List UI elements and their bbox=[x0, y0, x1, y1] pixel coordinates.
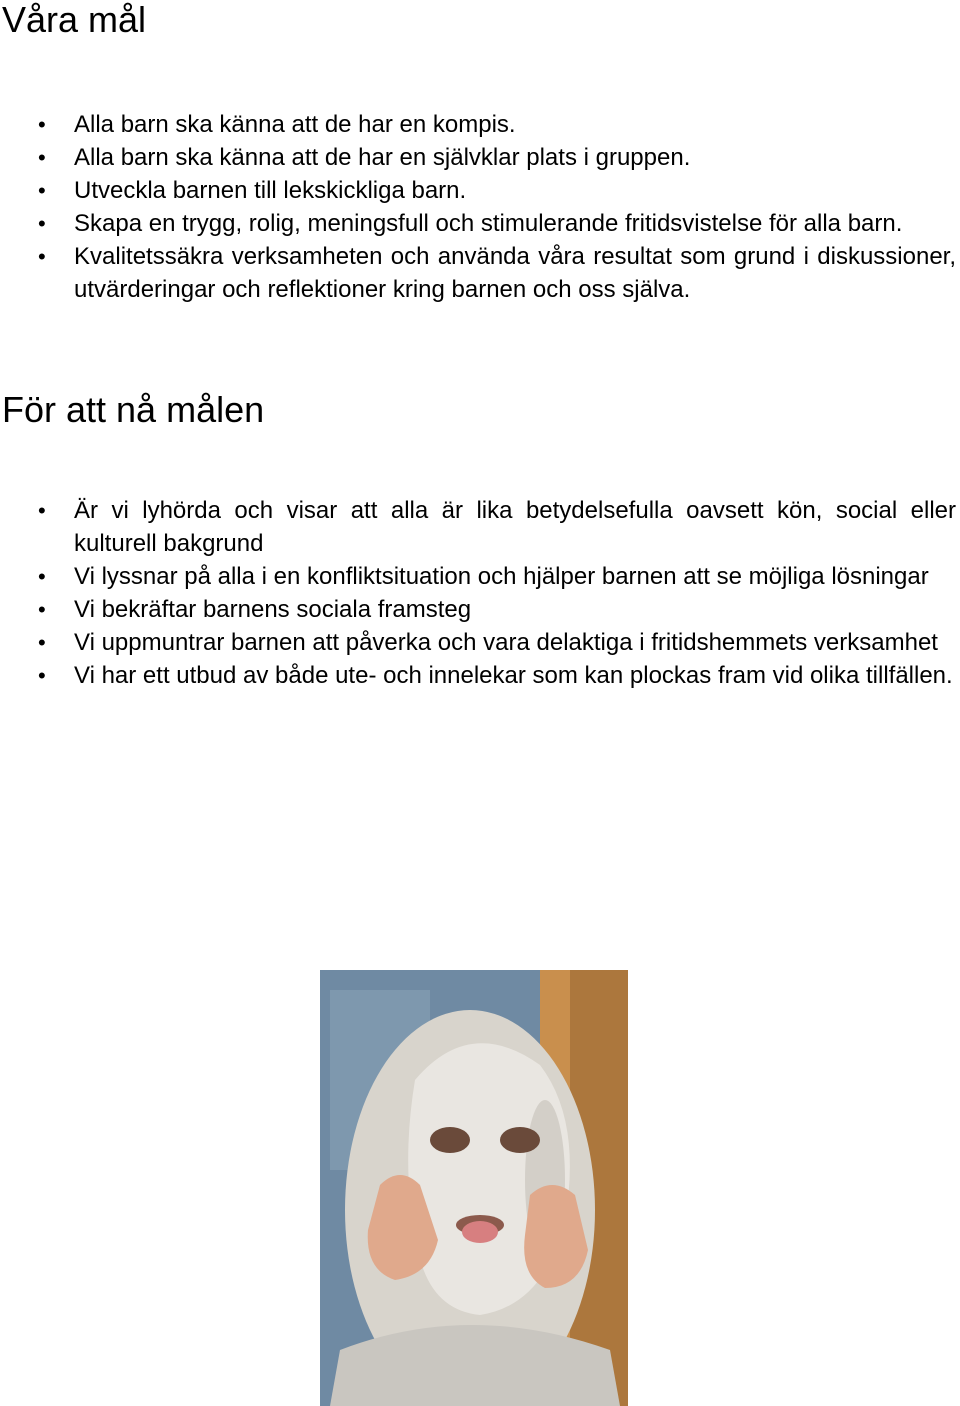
bullet-icon: • bbox=[38, 663, 46, 688]
photo-eye-right bbox=[500, 1127, 540, 1153]
page-title: Våra mål bbox=[2, 0, 147, 40]
list-item-text: Skapa en trygg, rolig, meningsfull och stimulerande fritidsvistelse för alla barn. bbox=[74, 210, 903, 237]
bullet-icon: • bbox=[38, 498, 46, 523]
photo-eye-left bbox=[430, 1127, 470, 1153]
list-item-text: Vi lyssnar på alla i en konfliktsituation och hjälper barnen att se möjliga lösningar bbox=[74, 563, 929, 590]
bullet-icon: • bbox=[38, 178, 46, 203]
list-item bbox=[0, 494, 960, 560]
list-item-text: Alla barn ska känna att de har en kompis. bbox=[74, 111, 516, 138]
list-item-text: Alla barn ska känna att de har en självklar plats i gruppen. bbox=[74, 144, 691, 171]
photo-child-with-plaster-mask bbox=[320, 970, 628, 1406]
bullet-icon: • bbox=[38, 564, 46, 589]
section-title: För att nå målen bbox=[2, 389, 265, 430]
list-item-text: Vi har ett utbud av både ute- och innelekar som kan plockas fram vid olika tillfällen. bbox=[74, 662, 953, 689]
list-item bbox=[0, 141, 960, 174]
bullet-icon: • bbox=[38, 597, 46, 622]
list-item bbox=[0, 593, 960, 626]
methods-list bbox=[0, 494, 960, 692]
list-item bbox=[0, 108, 960, 141]
bullet-icon: • bbox=[38, 244, 46, 269]
photo-illustration bbox=[320, 970, 628, 1406]
list-item-text: Är vi lyhörda och visar att alla är lika betydelsefulla oavsett kön, social eller kulturell bakgrund bbox=[74, 497, 956, 557]
list-item-text: Kvalitetssäkra verksamheten och använda våra resultat som grund i diskussioner, utvärderingar och reflektioner kring barnen och oss själva. bbox=[74, 243, 956, 303]
photo-tongue bbox=[462, 1221, 498, 1243]
list-item bbox=[0, 659, 960, 692]
list-item bbox=[0, 560, 960, 593]
list-item-text: Utveckla barnen till lekskickliga barn. bbox=[74, 177, 467, 204]
list-item-text: Vi uppmuntrar barnen att påverka och vara delaktiga i fritidshemmets verksamhet bbox=[74, 629, 938, 656]
list-item bbox=[0, 174, 960, 207]
bullet-icon: • bbox=[38, 630, 46, 655]
bullet-icon: • bbox=[38, 145, 46, 170]
list-item bbox=[0, 207, 960, 240]
goals-list bbox=[0, 108, 960, 306]
list-item-text: Vi bekräftar barnens sociala framsteg bbox=[74, 596, 472, 623]
bullet-icon: • bbox=[38, 211, 46, 236]
list-item bbox=[0, 626, 960, 659]
list-item bbox=[0, 240, 960, 306]
bullet-icon: • bbox=[38, 112, 46, 137]
